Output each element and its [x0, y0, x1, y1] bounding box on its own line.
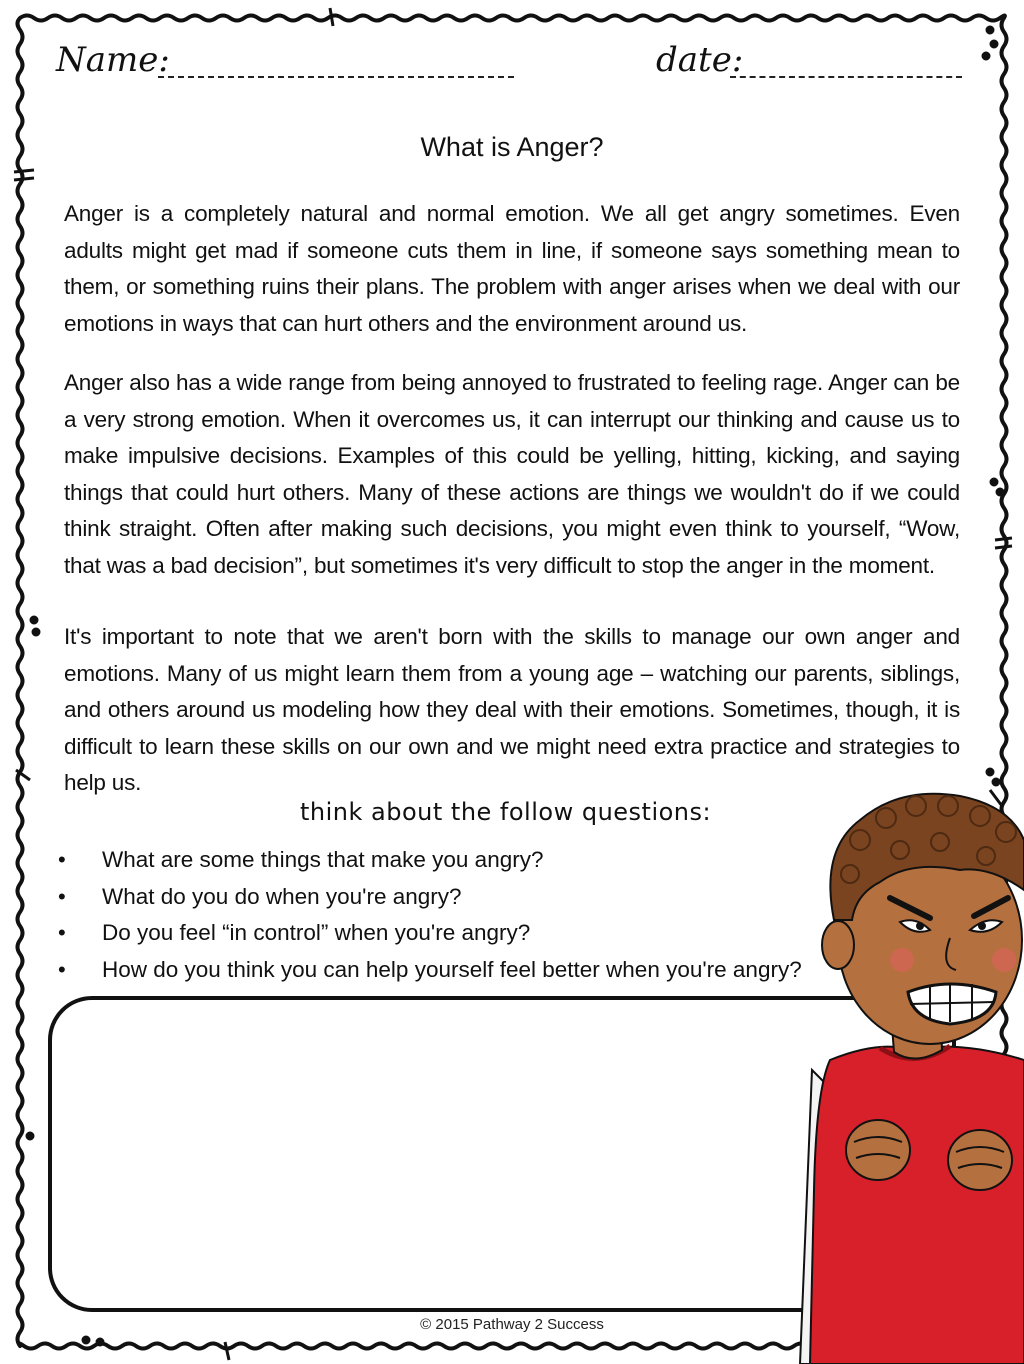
left-cheek — [890, 948, 914, 972]
question-text: Do you feel “in control” when you're angry? — [102, 920, 531, 945]
angry-boy-illustration — [790, 770, 1024, 1364]
copyright-footer: © 2015 Pathway 2 Success — [420, 1316, 604, 1333]
name-label: Name: — [56, 40, 170, 80]
bullet-icon: • — [58, 920, 66, 945]
list-item — [56, 915, 802, 952]
bullet-icon: • — [58, 956, 66, 982]
question-text: What do you do when you're angry? — [102, 883, 462, 909]
date-label: date: — [656, 40, 744, 80]
paragraph-2: Anger also has a wide range from being annoyed to frustrated to feeling rage. Anger can be a very strong emotion. When it overcomes us, it can interrupt our thinking and cause us to make impulsive decisions. Examples of this could be yelling, hitting, kicking, and saying things that could hurt others. Many of these actions are things we wouldn't do if we could think straight. Often after making such decisions, you might even think to yourself, “Wow, that was a bad decision”, but sometimes it's very difficult to stop the anger in the moment. — [64, 370, 960, 578]
right-cheek — [992, 948, 1016, 972]
question-text: How do you think you can help yourself feel better when you're angry? — [102, 956, 802, 982]
questions-heading: think about the follow questions: — [300, 798, 712, 826]
list-item — [56, 952, 802, 989]
page-title: What is Anger? — [420, 132, 604, 162]
name-field[interactable] — [158, 48, 514, 78]
questions-list — [56, 842, 802, 988]
paragraph-1: Anger is a completely natural and normal emotion. We all get angry sometimes. Even adults might get mad if someone cuts them in line, if someone says something mean to them, or something ruins their plans. The problem with anger arises when we deal with our emotions in ways that can hurt others and the environment around us. — [64, 201, 960, 336]
right-fist — [948, 1130, 1012, 1190]
header-row — [56, 40, 966, 90]
list-item — [56, 842, 802, 879]
list-item — [56, 879, 802, 916]
paragraph-3: It's important to note that we aren't born with the skills to manage our own anger and emotions. Many of us might learn them from a young age – watching our parents, siblings, and others around us modeling how they deal with their emotions. Sometimes, though, it is difficult to learn these skills on our own and we might need extra practice and strategies to help us. — [64, 624, 960, 795]
left-fist — [846, 1120, 910, 1180]
bullet-icon: • — [58, 883, 66, 909]
question-text: What are some things that make you angry? — [102, 847, 544, 872]
date-field[interactable] — [730, 48, 962, 78]
bullet-icon: • — [58, 847, 66, 872]
ear — [822, 921, 854, 969]
